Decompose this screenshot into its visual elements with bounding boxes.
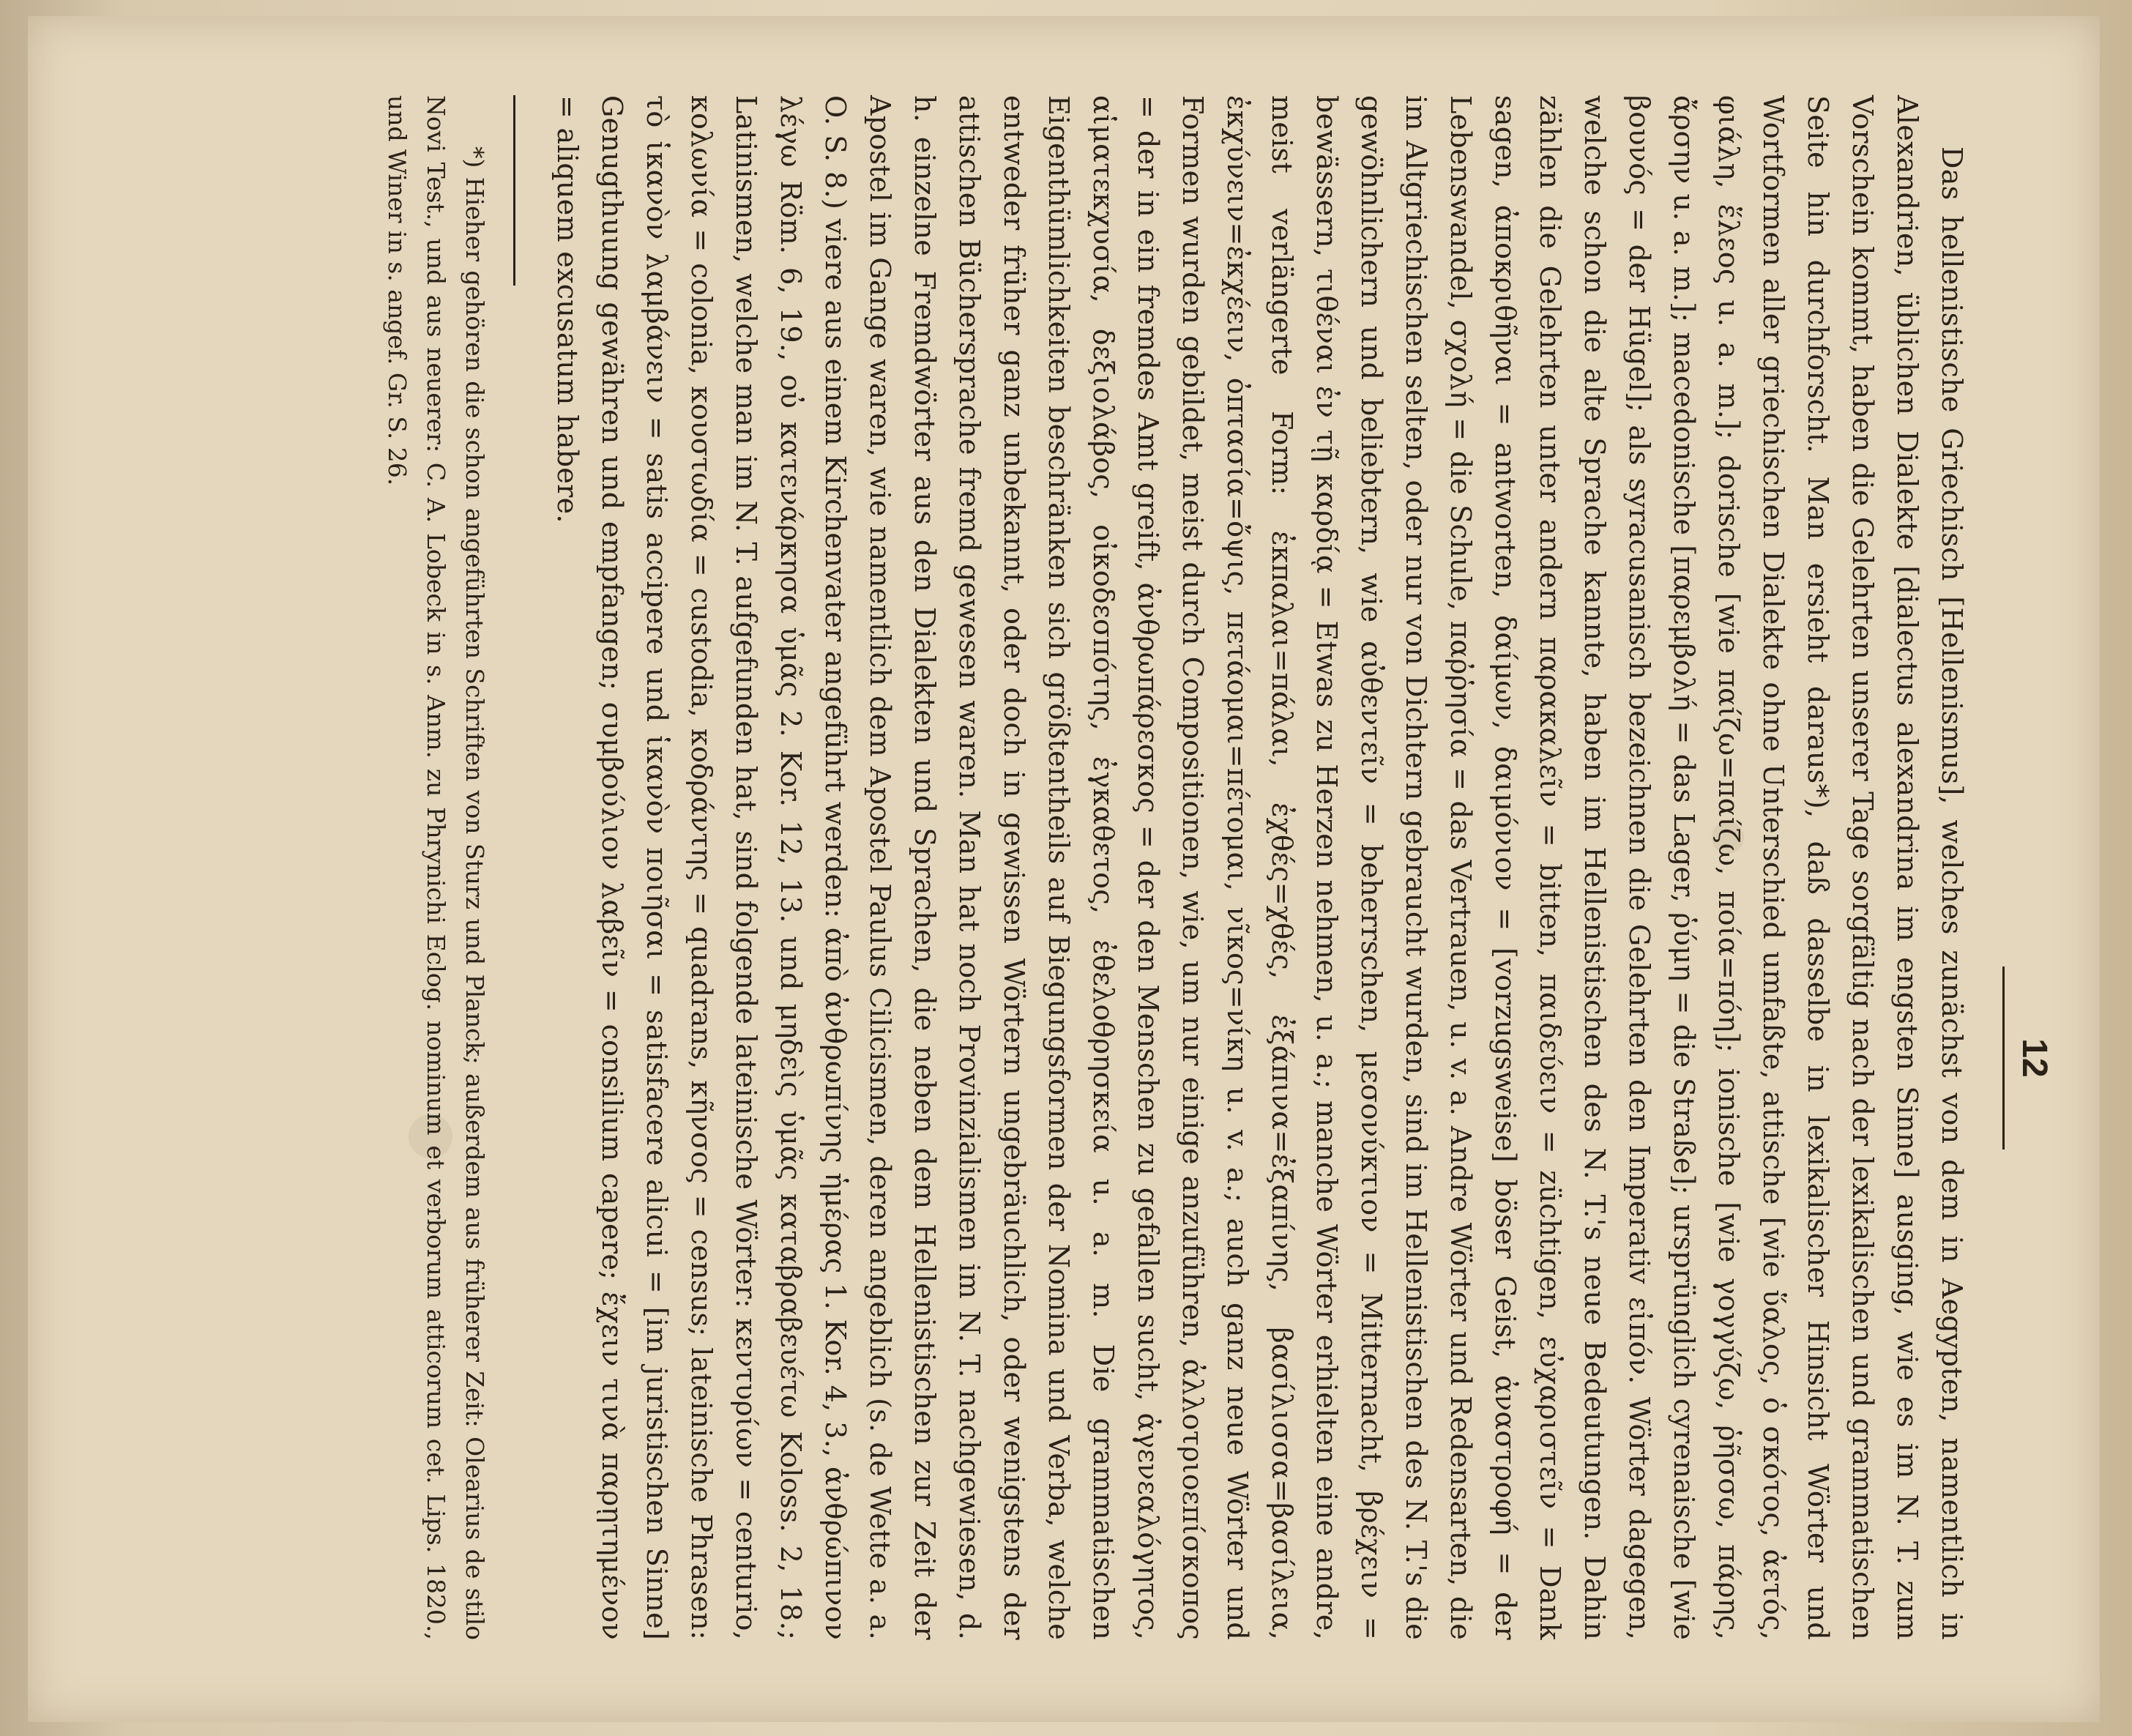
header-rule xyxy=(2002,966,2005,1150)
page-content xyxy=(78,95,2054,1640)
page-header xyxy=(1974,95,2054,1640)
footnote: *) Hieher gehören die schon angeführten Schriften von Sturz und Planck; außerdem aus früherer Zeit: Olearius de stilo Novi Test., und aus neuerer: C. A. Lobeck in s. Anm. zu Phrynichi Eclog. nominum et verborum atticorum cet. Lips. 1820., und Winer in s. angef. Gr. S. 26. xyxy=(383,95,489,1640)
page-number: 12 xyxy=(2015,1038,2054,1078)
footnote-rule xyxy=(513,95,515,286)
body-text xyxy=(545,95,1974,1640)
rotated-page xyxy=(48,44,2084,1691)
body-paragraph: Das hellenistische Griechisch [Hellenismus], welches zunächst von dem in Aegypten, namentlich in Alexandrien, üblichen Dialekte [dialectus alexandrina im engsten Sinne] ausging, wie es im N. T. zum Vorschein kommt, haben die Gelehrten unserer Tage sorgfältig nach der lexikalischen und grammatischen Seite hin durchforscht. Man ersieht daraus*), daß dasselbe in lexikalischer Hinsicht Wörter und Wortformen aller griechischen Dialekte ohne Unterschied umfaßte, attische [wie ὕαλος, ὁ σκότος, ἀετός, φιάλη, ἕλεος u. a. m.]; dorische [wie παίζω=παίζω, ποία=πόη]; ionische [wie γογγύζω, ῥῆσσω, πάρης, ἄρσην u. a. m.]; macedonische [παρεμβολή = das Lager, ῥύμη = die Straße]; ursprünglich cyrenaische [wie βουνός = der Hügel]; als syracusanisch bezeichnen die Gelehrten den Imperativ εἰπόν. Wörter dagegen, welche schon die alte Sprache kannte, haben im Hellenistischen des N. T.'s neue Bedeutungen. Dahin zählen die Gelehrten unter andern παρακαλεῖν = bitten, παιδεύειν = züchtigen, εὐχαριστεῖν = Dank sagen, ἀποκριθῆναι = antworten, δαίμων, δαιμόνιον = [vorzugsweise] böser Geist, ἀναστροφή = der Lebenswandel, σχολή = die Schule, παῤῥησία = das Vertrauen, u. v. a. Andre Wörter und Redensarten, die im Altgriechischen selten, oder nur von Dichtern gebraucht wurden, sind im Hellenistischen des N. T.'s die gewöhnlichern und beliebtern, wie αὐθεντεῖν = beherrschen, μεσονύκτιον = Mitternacht, βρέχειν = bewässern, τιθέναι ἐν τῇ καρδίᾳ = Etwas zu Herzen nehmen, u. a.; manche Wörter erhielten eine andre, meist verlängerte Form: ἐκπαλαι=πάλαι, ἐχθές=χθές, ἐξάπινα=ἐξαπίνης, βασίλισσα=βασίλεια, ἐκχύνειν=ἐκχέειν, ὀπτασία=ὄψις, πετάομαι=πέτομαι, νῖκος=νίκη u. v. a.; auch ganz neue Wörter und Formen wurden gebildet, meist durch Compositionen, wie, um nur einige anzuführen, ἀλλοτριοεπίσκοπος = der in ein fremdes Amt greift, ἀνθρωπάρεσκος = der den Menschen zu gefallen sucht, ἀγενεαλόγητος, αἱματεκχυσία, δεξιολάβος, οἰκοδεσπότης, ἐγκαθετος, ἐθελοθρησκεία u. a. m. Die grammatischen Eigenthümlichkeiten beschränken sich größtentheils auf Biegungsformen der Nomina und Verba, welche entweder früher ganz unbekannt, oder doch in gewissen Wörtern ungebräuchlich, oder wenigstens der attischen Büchersprache fremd gewesen waren. Man hat noch Provinzialismen im N. T. nachgewiesen, d. h. einzelne Fremdwörter aus den Dialekten und Sprachen, die neben dem Hellenistischen zur Zeit der Apostel im Gange waren, wie namentlich dem Apostel Paulus Cilicismen, deren angeblich (s. de Wette a. a. O. S. 8.) viere aus einem Kirchenvater angeführt werden: ἀπὸ ἀνθρωπίνης ἡμέρας 1. Kor. 4, 3., ἀνθρώπινον λέγω Röm. 6, 19., οὐ κατενάρκησα ὑμᾶς 2. Kor. 12, 13. und μηδεὶς ὑμᾶς καταβραβευέτω Koloss. 2, 18.; Latinismen, welche man im N. T. aufgefunden hat, sind folgende lateinische Wörter: κεντυρίων = centurio, κολωνία = colonia, κουστωδία = custodia, κοδράντης = quadrans, κῆνσος = census; lateinische Phrasen: τὸ ἱκανὸν λαμβάνειν = satis accipere und ἱκανὸν ποιῆσαι = satisfacere alicui = [im juristischen Sinne] Genugthuung gewähren und empfangen; συμβούλιον λαβεῖν = consilium capere; ἔχειν τινὰ παρῃτημένον = aliquem excusatum habere. xyxy=(551,95,1968,1640)
